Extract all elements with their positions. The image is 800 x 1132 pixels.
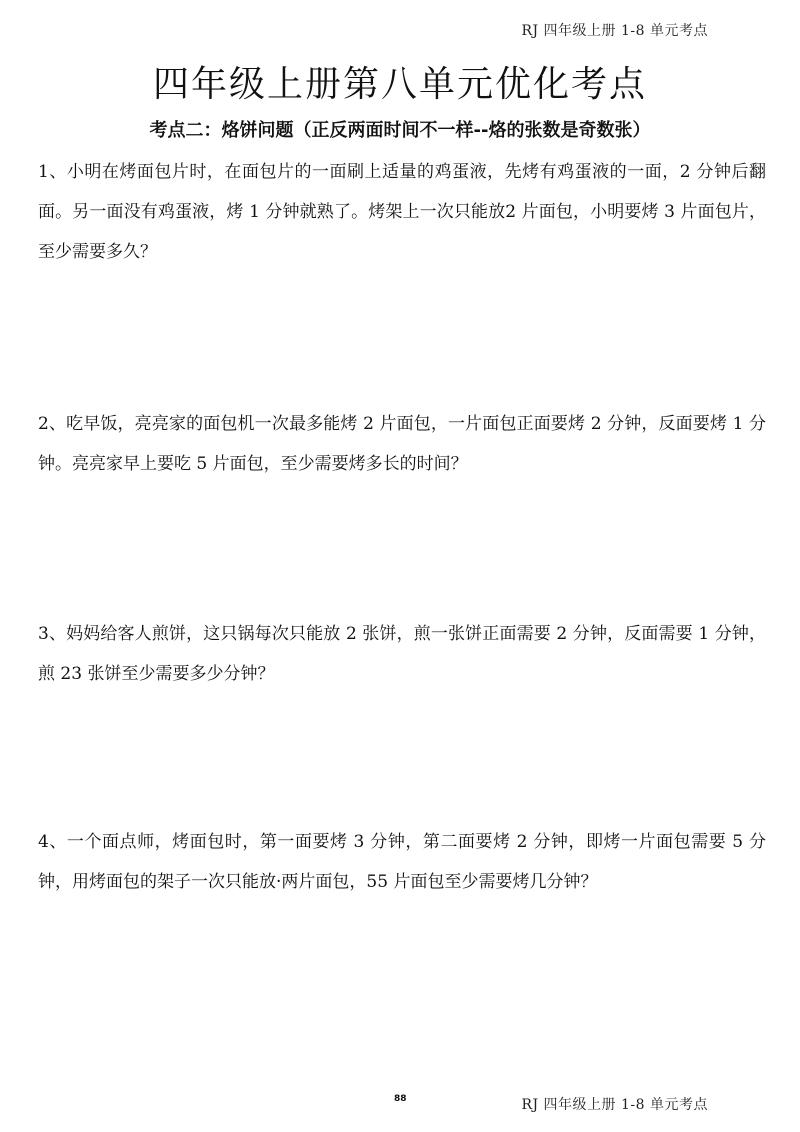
question-3: 3、妈妈给客人煎饼，这只锅每次只能放 2 张饼，煎一张饼正面需要 2 分钟，反面需要 1 分钟，煎 23 张饼至少需要多少分钟？ bbox=[38, 624, 766, 684]
section-subtitle: 考点二：烙饼问题（正反两面时间不一样--烙的张数是奇数张） bbox=[149, 120, 651, 141]
footer-running-title: RJ 四年级上册 1-8 单元考点 bbox=[521, 1097, 708, 1113]
question-1: 1、小明在烤面包片时，在面包片的一面刷上适量的鸡蛋液，先烤有鸡蛋液的一面，2 分钟后翻面。另一面没有鸡蛋液，烤 1 分钟就熟了。烤架上一次只能放2 片面包，小明要烤 3 片面包片，至少需要多久？ bbox=[38, 162, 766, 262]
question-4: 4、一个面点师，烤面包时，第一面要烤 3 分钟，第二面要烤 2 分钟，即烤一片面包需要 5 分钟，用烤面包的架子一次只能放·两片面包，55 片面包至少需要烤几分钟？ bbox=[38, 832, 766, 892]
page-number: 88 bbox=[394, 1094, 407, 1104]
question-2: 2、吃早饭，亮亮家的面包机一次最多能烤 2 片面包，一片面包正面要烤 2 分钟，反面要烤 1 分钟。亮亮家早上要吃 5 片面包，至少需要烤多长的时间？ bbox=[38, 414, 766, 474]
page-title: 四年级上册第八单元优化考点 bbox=[152, 64, 647, 105]
header-running-title: RJ 四年级上册 1-8 单元考点 bbox=[521, 23, 708, 39]
